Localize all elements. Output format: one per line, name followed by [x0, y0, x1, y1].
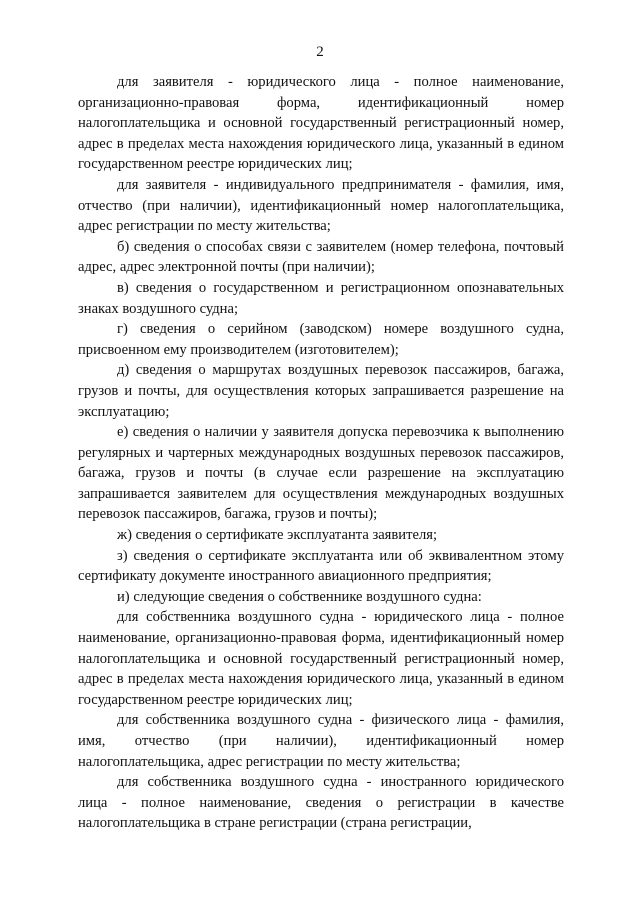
page-number: 2 — [316, 44, 324, 60]
paragraph-legal-entity-applicant: для заявителя - юридического лица - полное наименование, организационно-правовая форма, идентификационный номер налогоплательщика и основной государственный регистрационный номер, адрес в пределах места нахождения юридического лица, указанный в едином государственном реестре юридических лиц; — [78, 74, 564, 173]
paragraph-item-v-registration-marks: в) сведения о государственном и регистрационном опознавательных знаках воздушного судна; — [78, 279, 564, 317]
paragraph-item-zh-operator-certificate: ж) сведения о сертификате эксплуатанта заявителя; — [117, 527, 438, 544]
paragraph-owner-foreign-entity: для собственника воздушного судна - иностранного юридического лица - полное наименование, сведения о регистрации в качестве налогоплательщика в стране регистрации (страна регистрации, — [78, 774, 564, 832]
paragraph-item-b-contact-info: б) сведения о способах связи с заявителем (номер телефона, почтовый адрес, адрес электронной почты (при наличии); — [78, 238, 564, 276]
paragraph-item-g-serial-number: г) сведения о серийном (заводском) номере воздушного судна, присвоенном ему производителем (изготовителем); — [78, 321, 564, 358]
paragraph-owner-individual: для собственника воздушного судна - физического лица - фамилия, имя, отчество (при наличии), идентификационный номер налогоплательщика, адрес регистрации по месту жительства; — [78, 712, 564, 770]
paragraph-owner-legal-entity: для собственника воздушного судна - юридического лица - полное наименование, организационно-правовая форма, идентификационный номер налогоплательщика и основной государственный регистрационный номер, адрес в пределах места нахождения юридического лица, указанный в едином государственном реестре юридических лиц; — [78, 609, 564, 708]
paragraph-individual-entrepreneur-applicant: для заявителя - индивидуального предпринимателя - фамилия, имя, отчество (при наличии), идентификационный номер налогоплательщика, адрес регистрации по месту жительства; — [78, 176, 564, 235]
paragraph-item-d-routes: д) сведения о маршрутах воздушных перевозок пассажиров, багажа, грузов и почты, для осуществления которых запрашивается разрешение на эксплуатацию; — [78, 362, 564, 420]
paragraph-item-e-carrier-admission: е) сведения о наличии у заявителя допуска перевозчика к выполнению регулярных и чартерных международных воздушных перевозок пассажиров, багажа, грузов и почты (в случае если разрешение на эксплуатацию запрашивается заявителем для осуществления международных воздушных перевозок пассажиров, багажа, грузов и почты); — [78, 424, 564, 523]
paragraph-item-z-foreign-certificate: з) сведения о сертификате эксплуатанта или об эквивалентном этому сертификату документе иностранного авиационного предприятия; — [78, 547, 564, 585]
paragraph-item-i-owner-info: и) следующие сведения о собственнике воздушного судна: — [117, 588, 482, 605]
document-body — [78, 72, 564, 834]
